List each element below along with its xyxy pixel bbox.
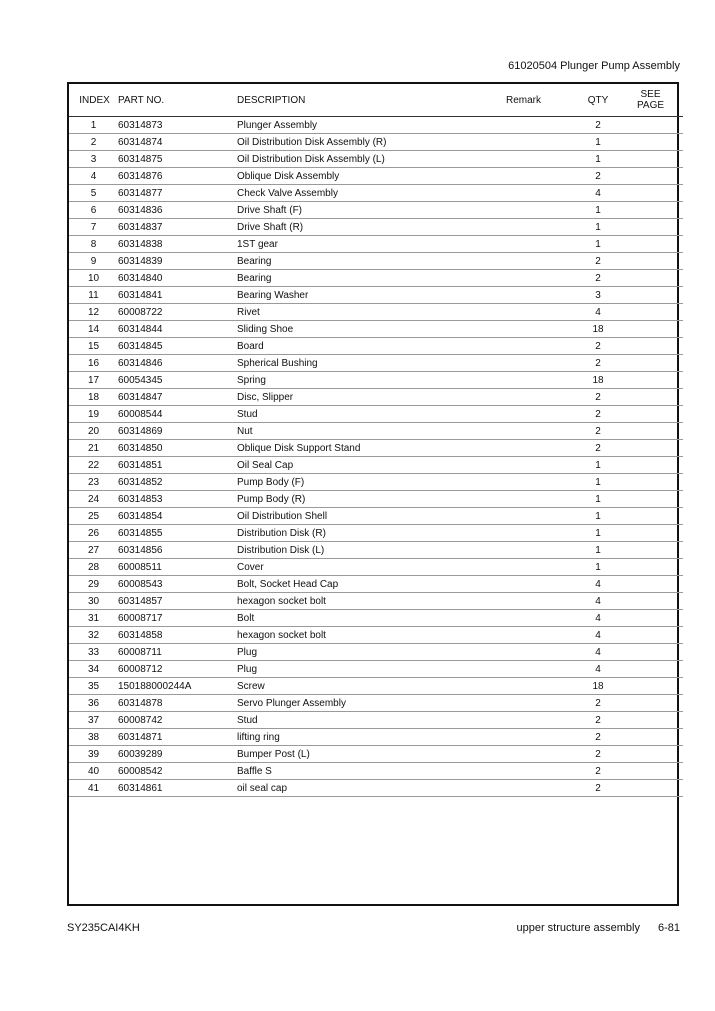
cell-index: 31 [69,610,118,627]
cell-index: 12 [69,304,118,321]
cell-qty: 4 [578,627,618,644]
cell-see-page [618,593,683,610]
cell-part-no: 60314856 [118,542,237,559]
cell-description: Spherical Bushing [237,355,506,372]
cell-qty: 2 [578,423,618,440]
cell-part-no: 60314853 [118,491,237,508]
cell-remark [506,338,578,355]
cell-description: hexagon socket bolt [237,593,506,610]
cell-see-page [618,185,683,202]
cell-qty: 2 [578,780,618,797]
cell-see-page [618,559,683,576]
cell-qty: 2 [578,117,618,134]
cell-index: 19 [69,406,118,423]
cell-index: 37 [69,712,118,729]
cell-see-page [618,542,683,559]
cell-part-no: 60008742 [118,712,237,729]
cell-see-page [618,304,683,321]
cell-qty: 2 [578,712,618,729]
table-row [69,559,683,576]
cell-remark [506,304,578,321]
cell-see-page [618,355,683,372]
cell-remark [506,151,578,168]
cell-description: Plug [237,644,506,661]
column-header-index: INDEX [69,84,118,117]
cell-index: 27 [69,542,118,559]
table-row [69,644,683,661]
cell-see-page [618,695,683,712]
cell-part-no: 60314854 [118,508,237,525]
cell-remark [506,355,578,372]
cell-qty: 2 [578,406,618,423]
table-row [69,372,683,389]
cell-part-no: 60314873 [118,117,237,134]
cell-see-page [618,763,683,780]
cell-index: 23 [69,474,118,491]
cell-part-no: 60314878 [118,695,237,712]
footer-page-info [516,922,680,934]
cell-description: hexagon socket bolt [237,627,506,644]
table-row [69,389,683,406]
cell-qty: 4 [578,593,618,610]
cell-index: 22 [69,457,118,474]
cell-qty: 2 [578,440,618,457]
cell-qty: 1 [578,491,618,508]
cell-see-page [618,406,683,423]
cell-see-page [618,729,683,746]
cell-description: Disc, Slipper [237,389,506,406]
cell-part-no: 60008717 [118,610,237,627]
cell-remark [506,763,578,780]
cell-qty: 4 [578,185,618,202]
cell-description: Check Valve Assembly [237,185,506,202]
cell-remark [506,457,578,474]
cell-qty: 4 [578,610,618,627]
cell-see-page [618,474,683,491]
cell-remark [506,729,578,746]
cell-remark [506,219,578,236]
cell-description: Screw [237,678,506,695]
cell-index: 6 [69,202,118,219]
cell-see-page [618,321,683,338]
cell-qty: 4 [578,576,618,593]
cell-qty: 18 [578,321,618,338]
cell-qty: 18 [578,678,618,695]
cell-remark [506,780,578,797]
cell-qty: 4 [578,661,618,678]
cell-part-no: 60314861 [118,780,237,797]
cell-remark [506,117,578,134]
cell-see-page [618,270,683,287]
cell-see-page [618,661,683,678]
cell-qty: 2 [578,746,618,763]
table-row [69,151,683,168]
cell-remark [506,474,578,491]
cell-description: Baffle S [237,763,506,780]
cell-index: 18 [69,389,118,406]
cell-part-no: 60314855 [118,525,237,542]
cell-remark [506,440,578,457]
cell-remark [506,525,578,542]
cell-description: Pump Body (R) [237,491,506,508]
table-row [69,746,683,763]
column-header-description: DESCRIPTION [237,84,506,117]
cell-remark [506,542,578,559]
cell-qty: 4 [578,304,618,321]
cell-index: 39 [69,746,118,763]
table-row [69,678,683,695]
parts-table-body [69,117,683,797]
cell-qty: 2 [578,763,618,780]
column-header-see-page [618,84,683,117]
cell-qty: 1 [578,508,618,525]
cell-description: Bumper Post (L) [237,746,506,763]
cell-part-no: 60314844 [118,321,237,338]
cell-remark [506,576,578,593]
table-row [69,287,683,304]
footer-section: upper structure assembly [516,922,640,934]
cell-description: Drive Shaft (R) [237,219,506,236]
cell-remark [506,134,578,151]
cell-index: 1 [69,117,118,134]
table-row [69,304,683,321]
cell-index: 28 [69,559,118,576]
table-row [69,270,683,287]
cell-qty: 2 [578,389,618,406]
cell-remark [506,389,578,406]
cell-description: Bearing [237,253,506,270]
cell-part-no: 60314846 [118,355,237,372]
cell-see-page [618,644,683,661]
cell-part-no: 60314874 [118,134,237,151]
cell-see-page [618,389,683,406]
cell-description: Bearing [237,270,506,287]
cell-remark [506,746,578,763]
table-row [69,185,683,202]
cell-qty: 2 [578,355,618,372]
cell-see-page [618,712,683,729]
cell-index: 2 [69,134,118,151]
cell-index: 26 [69,525,118,542]
cell-qty: 2 [578,270,618,287]
table-row [69,695,683,712]
cell-part-no: 60054345 [118,372,237,389]
cell-part-no: 150188000244A [118,678,237,695]
cell-remark [506,270,578,287]
footer-model: SY235CAI4KH [67,922,140,934]
cell-description: 1ST gear [237,236,506,253]
cell-description: Sliding Shoe [237,321,506,338]
cell-see-page [618,678,683,695]
cell-description: Pump Body (F) [237,474,506,491]
cell-see-page [618,576,683,593]
cell-remark [506,168,578,185]
cell-index: 14 [69,321,118,338]
cell-qty: 1 [578,559,618,576]
cell-description: Cover [237,559,506,576]
cell-part-no: 60314877 [118,185,237,202]
cell-part-no: 60314837 [118,219,237,236]
parts-list-frame [67,82,679,906]
cell-see-page [618,253,683,270]
cell-qty: 1 [578,525,618,542]
see-page-line1: SEE [640,89,661,100]
table-row [69,406,683,423]
cell-description: Servo Plunger Assembly [237,695,506,712]
cell-index: 20 [69,423,118,440]
cell-description: Stud [237,406,506,423]
cell-see-page [618,423,683,440]
table-row [69,168,683,185]
cell-remark [506,236,578,253]
table-row [69,202,683,219]
table-row [69,661,683,678]
cell-qty: 2 [578,729,618,746]
cell-see-page [618,151,683,168]
cell-remark [506,253,578,270]
footer-page-number: 6-81 [657,922,680,934]
table-row [69,117,683,134]
cell-part-no: 60314840 [118,270,237,287]
table-header-row [69,84,683,117]
cell-qty: 1 [578,134,618,151]
cell-description: Oblique Disk Support Stand [237,440,506,457]
cell-qty: 3 [578,287,618,304]
see-page-line2: PAGE [636,100,665,111]
cell-qty: 1 [578,474,618,491]
cell-part-no: 60314838 [118,236,237,253]
cell-qty: 18 [578,372,618,389]
cell-see-page [618,440,683,457]
cell-see-page [618,117,683,134]
cell-index: 35 [69,678,118,695]
cell-qty: 1 [578,236,618,253]
cell-index: 34 [69,661,118,678]
cell-index: 40 [69,763,118,780]
cell-part-no: 60008712 [118,661,237,678]
cell-remark [506,712,578,729]
cell-description: Bolt, Socket Head Cap [237,576,506,593]
cell-see-page [618,134,683,151]
cell-see-page [618,287,683,304]
cell-part-no: 60008722 [118,304,237,321]
table-row [69,236,683,253]
table-row [69,525,683,542]
table-row [69,780,683,797]
cell-part-no: 60314857 [118,593,237,610]
table-row [69,542,683,559]
cell-see-page [618,525,683,542]
table-row [69,712,683,729]
table-row [69,355,683,372]
table-row [69,508,683,525]
cell-index: 5 [69,185,118,202]
cell-remark [506,678,578,695]
cell-index: 4 [69,168,118,185]
cell-index: 7 [69,219,118,236]
cell-description: Plug [237,661,506,678]
cell-index: 32 [69,627,118,644]
cell-description: Plunger Assembly [237,117,506,134]
table-row [69,440,683,457]
cell-part-no: 60314841 [118,287,237,304]
cell-see-page [618,746,683,763]
cell-part-no: 60314836 [118,202,237,219]
cell-description: Nut [237,423,506,440]
cell-remark [506,372,578,389]
cell-remark [506,423,578,440]
cell-remark [506,695,578,712]
document-title: 61020504 Plunger Pump Assembly [508,60,680,72]
cell-index: 25 [69,508,118,525]
table-row [69,253,683,270]
cell-description: Distribution Disk (R) [237,525,506,542]
cell-part-no: 60314850 [118,440,237,457]
cell-see-page [618,491,683,508]
table-row [69,491,683,508]
cell-index: 29 [69,576,118,593]
cell-index: 15 [69,338,118,355]
cell-see-page [618,219,683,236]
table-row [69,610,683,627]
cell-description: Drive Shaft (F) [237,202,506,219]
cell-index: 16 [69,355,118,372]
cell-see-page [618,168,683,185]
cell-see-page [618,202,683,219]
column-header-part-no: PART NO. [118,84,237,117]
cell-remark [506,661,578,678]
table-row [69,219,683,236]
cell-index: 8 [69,236,118,253]
cell-index: 11 [69,287,118,304]
cell-part-no: 60314845 [118,338,237,355]
cell-index: 30 [69,593,118,610]
cell-description: Oil Distribution Disk Assembly (R) [237,134,506,151]
table-row [69,576,683,593]
cell-qty: 1 [578,202,618,219]
cell-remark [506,406,578,423]
cell-qty: 2 [578,253,618,270]
cell-part-no: 60008543 [118,576,237,593]
cell-qty: 1 [578,219,618,236]
cell-qty: 1 [578,151,618,168]
cell-part-no: 60314858 [118,627,237,644]
cell-description: Oblique Disk Assembly [237,168,506,185]
cell-description: oil seal cap [237,780,506,797]
cell-qty: 2 [578,168,618,185]
cell-remark [506,559,578,576]
cell-see-page [618,780,683,797]
cell-see-page [618,457,683,474]
cell-remark [506,508,578,525]
cell-remark [506,644,578,661]
cell-qty: 1 [578,457,618,474]
cell-index: 17 [69,372,118,389]
cell-part-no: 60314851 [118,457,237,474]
cell-index: 21 [69,440,118,457]
cell-description: lifting ring [237,729,506,746]
table-row [69,627,683,644]
cell-index: 24 [69,491,118,508]
cell-remark [506,610,578,627]
cell-part-no: 60314852 [118,474,237,491]
parts-table [69,84,683,797]
cell-description: Board [237,338,506,355]
table-row [69,729,683,746]
cell-description: Rivet [237,304,506,321]
cell-see-page [618,508,683,525]
cell-index: 9 [69,253,118,270]
cell-description: Bearing Washer [237,287,506,304]
cell-see-page [618,236,683,253]
cell-part-no: 60314847 [118,389,237,406]
cell-see-page [618,338,683,355]
cell-description: Stud [237,712,506,729]
cell-description: Spring [237,372,506,389]
cell-see-page [618,627,683,644]
cell-qty: 1 [578,542,618,559]
table-row [69,593,683,610]
cell-index: 36 [69,695,118,712]
column-header-qty: QTY [578,84,618,117]
cell-description: Oil Distribution Shell [237,508,506,525]
cell-index: 3 [69,151,118,168]
cell-qty: 2 [578,338,618,355]
table-row [69,423,683,440]
cell-index: 10 [69,270,118,287]
column-header-remark: Remark [506,84,578,117]
cell-remark [506,287,578,304]
cell-part-no: 60314871 [118,729,237,746]
cell-index: 38 [69,729,118,746]
cell-remark [506,627,578,644]
table-row [69,457,683,474]
table-row [69,134,683,151]
cell-part-no: 60314869 [118,423,237,440]
table-row [69,763,683,780]
cell-part-no: 60008542 [118,763,237,780]
table-row [69,338,683,355]
cell-part-no: 60008544 [118,406,237,423]
cell-description: Oil Distribution Disk Assembly (L) [237,151,506,168]
table-row [69,321,683,338]
cell-part-no: 60039289 [118,746,237,763]
cell-remark [506,593,578,610]
cell-remark [506,491,578,508]
table-row [69,474,683,491]
cell-qty: 2 [578,695,618,712]
cell-part-no: 60314875 [118,151,237,168]
cell-remark [506,321,578,338]
cell-remark [506,185,578,202]
cell-part-no: 60008511 [118,559,237,576]
cell-part-no: 60314876 [118,168,237,185]
cell-description: Distribution Disk (L) [237,542,506,559]
cell-see-page [618,372,683,389]
cell-index: 41 [69,780,118,797]
cell-description: Oil Seal Cap [237,457,506,474]
cell-index: 33 [69,644,118,661]
cell-see-page [618,610,683,627]
cell-remark [506,202,578,219]
cell-part-no: 60008711 [118,644,237,661]
cell-qty: 4 [578,644,618,661]
cell-description: Bolt [237,610,506,627]
cell-part-no: 60314839 [118,253,237,270]
